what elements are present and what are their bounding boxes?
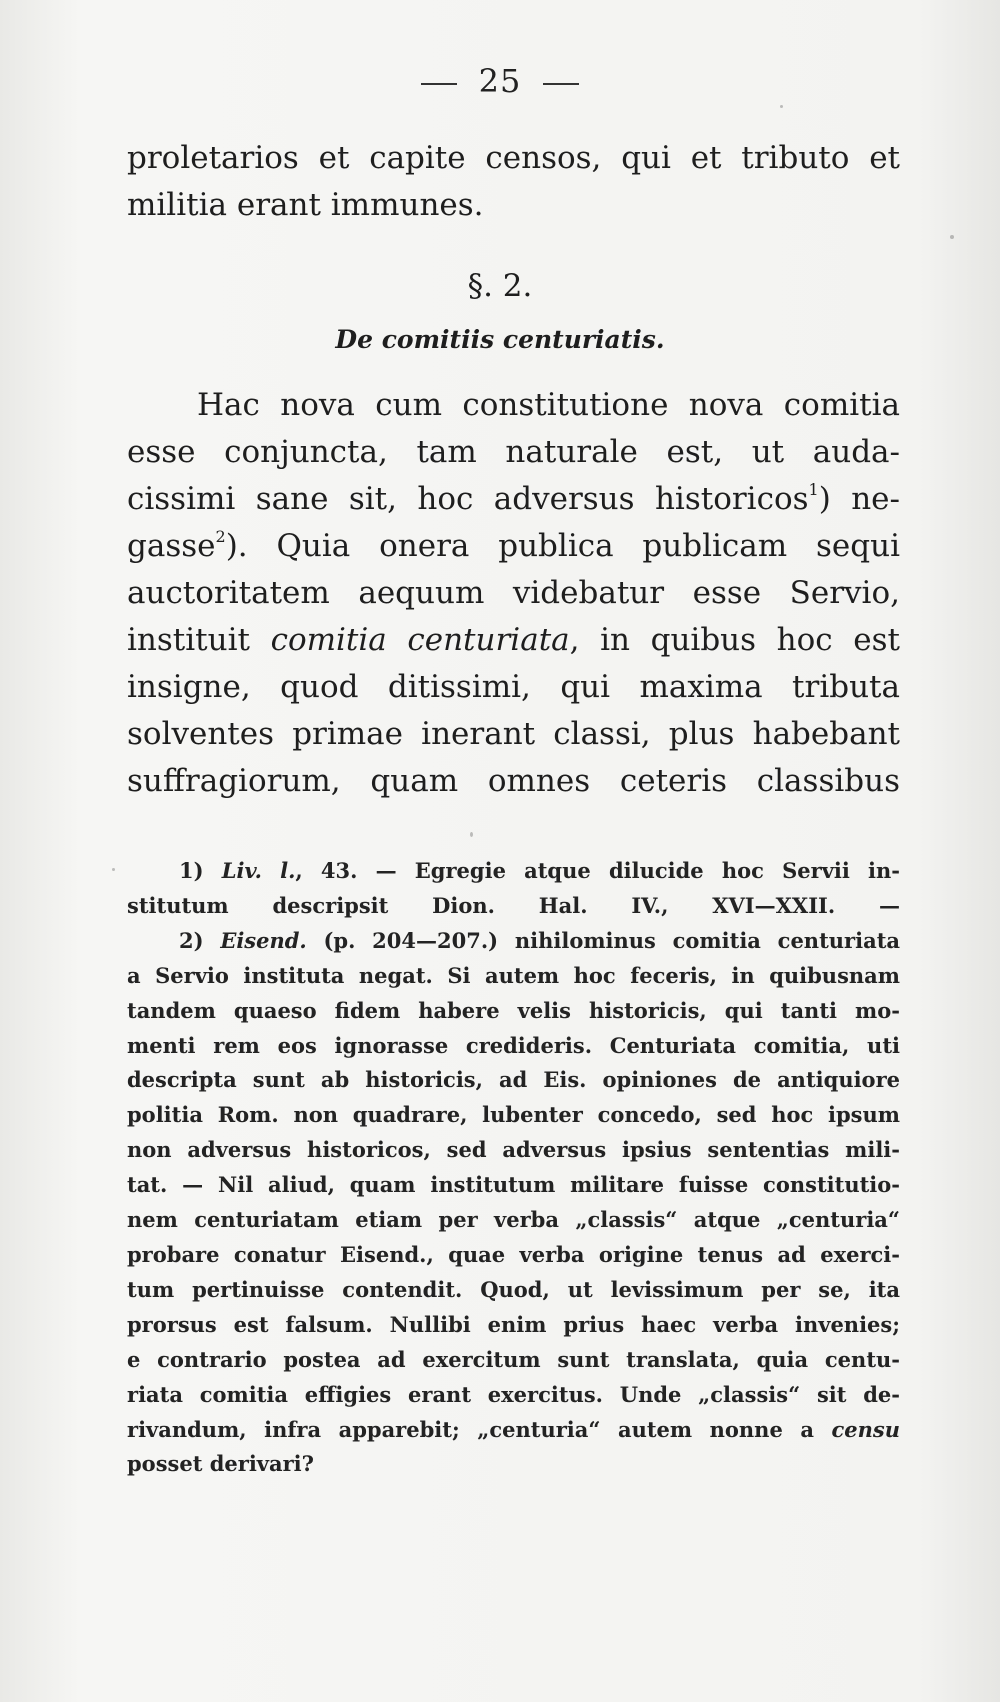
main-paragraph: [127, 382, 900, 805]
top-continuation-text: [127, 135, 900, 229]
text-line: Hac nova cum constitutione nova comitia: [197, 387, 900, 423]
text-line: auctoritatem aequum videbatur esse Servio,: [127, 575, 900, 611]
footnote-line: e contrario postea ad exercitum sunt translata, quia centu-: [127, 1346, 900, 1372]
footnote-line: prorsus est falsum. Nullibi enim prius haec verba invenies;: [127, 1311, 900, 1337]
footnote-line: politia Rom. non quadrare, lubenter concedo, sed hoc ipsum: [127, 1102, 900, 1128]
text-line: solventes primae inerant classi, plus habebant: [127, 716, 900, 752]
header-dash-right: [543, 83, 579, 85]
section-title: De comitiis centuriatis.: [335, 325, 665, 354]
footnote-line: 1) Liv. l., 43. — Egregie atque dilucide hoc Servii in-: [179, 858, 901, 883]
text-line: insigne, quod ditissimi, qui maxima tributa: [127, 669, 900, 705]
footnote-line: riata comitia effigies erant exercitus. Unde „classis“ sit de-: [127, 1381, 900, 1407]
section-number: §. 2.: [467, 268, 533, 304]
footnote-line: descripta sunt ab historicis, ad Eis. opiniones de antiquiore: [127, 1067, 900, 1093]
footnote-line: tum pertinuisse contendit. Quod, ut levissimum per se, ita: [127, 1276, 900, 1302]
footnote-line: non adversus historicos, sed adversus ipsius sententias mili-: [127, 1137, 900, 1163]
footnote-line: tat. — Nil aliud, quam institutum militare fuisse constitutio-: [127, 1172, 900, 1198]
emphasis-censu: censu: [831, 1416, 900, 1442]
footnote-ref-1: 1: [808, 480, 819, 499]
footnote-ref-2: 2: [215, 527, 226, 546]
paper-speck: [470, 832, 473, 837]
footnote-line: 2) Eisend. (p. 204—207.) nihilominus comitia centuriata: [179, 927, 901, 953]
text-line: esse conjuncta, tam naturale est, ut auda-: [127, 434, 900, 470]
footnote-line: posset derivari?: [127, 1451, 314, 1477]
text-line: suffragiorum, quam omnes ceteris classibus: [127, 763, 900, 799]
footnote-line: tandem quaeso fidem habere velis historicis, qui tanti mo-: [127, 997, 900, 1023]
footnote-line: menti rem eos ignorasse credideris. Centuriata comitia, uti: [127, 1032, 900, 1058]
text-line: militia erant immunes.: [127, 187, 484, 223]
footnote-line: probare conatur Eisend., quae verba origine tenus ad exerci-: [127, 1241, 900, 1267]
emphasis-comitia-centuriata: comitia centuriata: [270, 622, 570, 658]
paper-speck: [780, 105, 783, 108]
text-line: cissimi sane sit, hoc adversus historicos$^1$) ne-: [127, 480, 901, 517]
footnote-line: nem centuriatam etiam per verba „classis“ atque „centuria“: [127, 1207, 900, 1233]
footnote-line: rivandum, infra apparebit; „centuria“ autem nonne a censu: [127, 1416, 900, 1442]
header-dash-left: [421, 83, 457, 85]
page-number: 25: [478, 62, 522, 100]
paper-speck: [112, 868, 115, 871]
paper-speck: [950, 235, 954, 239]
text-line: gasse$^2$). Quia onera publica publicam sequi: [127, 527, 900, 564]
text-line: proletarios et capite censos, qui et tributo et: [127, 140, 900, 176]
footnote-line: a Servio instituta negat. Si autem hoc feceris, in quibusnam: [127, 962, 900, 988]
footnote-line: stitutum descripsit Dion. Hal. IV., XVI—XXII. —: [127, 892, 900, 918]
page-header: [0, 62, 1000, 100]
text-line: instituit comitia centuriata, in quibus hoc est: [127, 622, 900, 658]
footnotes: [127, 854, 900, 1482]
